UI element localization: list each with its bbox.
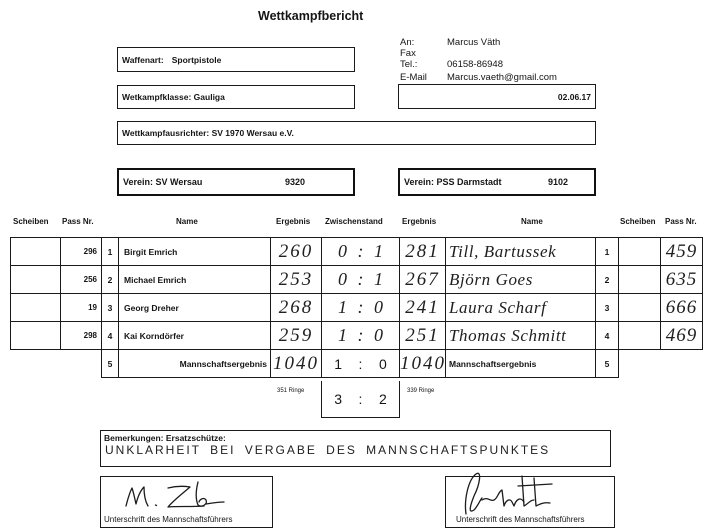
remarks-label: Bemerkungen: Ersatzschütze: xyxy=(104,433,226,443)
shooter-name-left: Michael Emrich xyxy=(119,266,271,294)
blank-cell xyxy=(619,350,661,378)
ausrichter-box xyxy=(117,121,596,145)
blank-cell xyxy=(61,350,102,378)
result-right: 267 xyxy=(400,266,446,294)
ausrichter-label: Wettkampfausrichter: xyxy=(122,128,210,138)
header-name-right: Name xyxy=(521,217,543,226)
shooter-name-right: Thomas Schmitt xyxy=(446,322,596,350)
shooter-nr-left: 4 xyxy=(102,322,119,350)
verein-gast-label: Verein: xyxy=(404,177,435,187)
header-ergebnis-right: Ergebnis xyxy=(402,217,437,226)
shooter-name-left: Birgit Emrich xyxy=(119,238,271,266)
tel-value: 06158-86948 xyxy=(447,59,503,70)
shooter-name-right: Björn Goes xyxy=(446,266,596,294)
shooter-nr-right: 1 xyxy=(596,238,619,266)
pass-nr-right: 666 xyxy=(661,294,703,322)
klasse-label: Wetkampfklasse: xyxy=(122,92,192,102)
tel-label: Tel.: xyxy=(400,59,418,70)
scheiben-right xyxy=(619,322,661,350)
signature-right xyxy=(458,470,558,520)
shooter-name-right: Till, Bartussek xyxy=(446,238,596,266)
team-label-right: Mannschaftsergebnis xyxy=(446,350,596,378)
table-row xyxy=(11,294,703,322)
table-row xyxy=(11,322,703,350)
final-score-separator: : xyxy=(358,391,363,407)
scheiben-left xyxy=(11,294,61,322)
header-pass-right: Pass Nr. xyxy=(665,217,697,226)
blank-cell xyxy=(11,350,61,378)
table-row xyxy=(11,238,703,266)
fax-label: Fax xyxy=(400,48,416,59)
result-left: 260 xyxy=(271,238,322,266)
pass-nr-left: 256 xyxy=(61,266,102,294)
interim-score: 1 : 0 xyxy=(322,294,400,322)
result-left: 259 xyxy=(271,322,322,350)
shooter-nr-left: 1 xyxy=(102,238,119,266)
shooter-nr-left: 3 xyxy=(102,294,119,322)
verein-gast-box xyxy=(398,168,596,196)
remarks-text: UNKLARHEIT BEI VERGABE DES MANNSCHAFTSPUNKTES xyxy=(105,443,551,457)
table-row xyxy=(11,266,703,294)
header-zwischenstand: Zwischenstand xyxy=(325,217,383,226)
blank-cell xyxy=(661,350,703,378)
team-score-separator: : xyxy=(358,355,363,372)
final-score-left: 3 xyxy=(334,391,343,407)
result-right: 251 xyxy=(400,322,446,350)
scheiben-right xyxy=(619,266,661,294)
verein-heim-label: Verein: xyxy=(123,177,154,187)
shooter-name-left: Georg Dreher xyxy=(119,294,271,322)
scheiben-left xyxy=(11,266,61,294)
scheiben-left xyxy=(11,238,61,266)
header-ergebnis-left: Ergebnis xyxy=(276,217,311,226)
ringe-right: 339 Ringe xyxy=(407,388,435,394)
ausrichter-value: SV 1970 Wersau e.V. xyxy=(211,128,294,138)
signature-label-right: Unterschrift des Mannschaftsführers xyxy=(456,515,585,524)
verein-heim-nr: 9320 xyxy=(285,177,306,187)
pass-nr-left: 298 xyxy=(61,322,102,350)
page-title: Wettkampfbericht xyxy=(258,9,364,23)
final-score-right: 2 xyxy=(378,391,387,407)
scheiben-right xyxy=(619,238,661,266)
header-scheiben-right: Scheiben xyxy=(620,217,656,226)
header-scheiben-left: Scheiben xyxy=(13,217,49,226)
team-label-left: Mannschaftsergebnis xyxy=(119,350,271,378)
email-label: E-Mail xyxy=(400,72,427,83)
signature-label-left: Unterschrift des Mannschaftsführers xyxy=(104,515,233,524)
verein-gast-nr: 9102 xyxy=(548,177,569,187)
pass-nr-left: 19 xyxy=(61,294,102,322)
interim-score: 1 : 0 xyxy=(322,322,400,350)
waffenart-label: Waffenart: xyxy=(122,54,164,65)
header-name-left: Name xyxy=(176,217,198,226)
header-pass-left: Pass Nr. xyxy=(62,217,94,226)
email-value: Marcus.vaeth@gmail.com xyxy=(447,72,557,83)
team-total-left: 1040 xyxy=(271,350,322,378)
results-table xyxy=(10,237,703,378)
shooter-name-left: Kai Korndörfer xyxy=(119,322,271,350)
date-value: 02.06.17 xyxy=(557,91,591,102)
team-nr-left: 5 xyxy=(102,350,119,378)
pass-nr-right: 459 xyxy=(661,238,703,266)
pass-nr-right: 469 xyxy=(661,322,703,350)
signature-left xyxy=(120,480,240,512)
waffenart-value: Sportpistole xyxy=(171,54,222,65)
shooter-nr-right: 2 xyxy=(596,266,619,294)
verein-gast-name: PSS Darmstadt xyxy=(436,177,502,187)
result-left: 268 xyxy=(271,294,322,322)
team-score-left: 1 xyxy=(334,355,343,372)
verein-heim-box xyxy=(117,168,355,196)
scheiben-right xyxy=(619,294,661,322)
klasse-box xyxy=(117,85,355,109)
shooter-nr-left: 2 xyxy=(102,266,119,294)
klasse-value: Gauliga xyxy=(193,92,225,102)
pass-nr-left: 296 xyxy=(61,238,102,266)
final-score-box xyxy=(321,381,400,418)
scheiben-left xyxy=(11,322,61,350)
an-value: Marcus Väth xyxy=(447,37,501,48)
waffenart-box xyxy=(117,47,355,72)
team-row xyxy=(11,350,703,378)
result-right: 281 xyxy=(400,238,446,266)
remarks-box xyxy=(100,430,611,467)
ringe-left: 351 Ringe xyxy=(277,388,305,394)
interim-score: 0 : 1 xyxy=(322,266,400,294)
team-score xyxy=(322,350,400,378)
team-score-right: 0 xyxy=(378,355,387,372)
verein-heim-name: SV Wersau xyxy=(155,177,203,187)
shooter-nr-right: 3 xyxy=(596,294,619,322)
result-right: 241 xyxy=(400,294,446,322)
result-left: 253 xyxy=(271,266,322,294)
interim-score: 0 : 1 xyxy=(322,238,400,266)
an-label: An: xyxy=(400,37,415,48)
shooter-name-right: Laura Scharf xyxy=(446,294,596,322)
team-total-right: 1040 xyxy=(400,350,446,378)
team-nr-right: 5 xyxy=(596,350,619,378)
date-box xyxy=(398,84,596,109)
shooter-nr-right: 4 xyxy=(596,322,619,350)
pass-nr-right: 635 xyxy=(661,266,703,294)
